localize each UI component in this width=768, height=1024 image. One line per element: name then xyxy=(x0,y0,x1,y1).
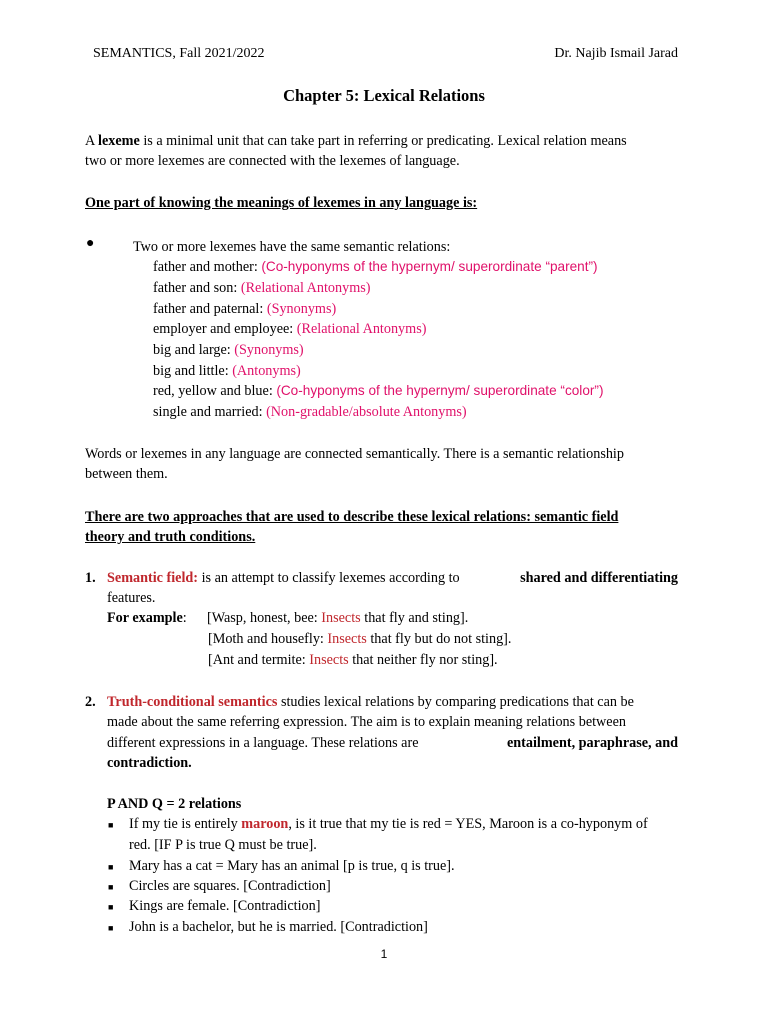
semantic-field-text: is an attempt to classify lexemes according to xyxy=(198,570,464,586)
pair-relation: (Relational Antonyms) xyxy=(240,280,371,296)
pq-line-2: red. [IF P is true Q must be true]. xyxy=(129,836,317,853)
pq-item xyxy=(129,814,679,855)
pair-text: father and paternal: xyxy=(153,301,267,317)
truth-conditional-line-1 xyxy=(107,692,678,713)
relation-pair xyxy=(153,381,603,402)
section-heading-knowing: One part of knowing the meanings of lexemes in any language is: xyxy=(85,195,478,211)
pq-post: , is it true that my tie is red = YES, Maroon is a co-hyponym of xyxy=(288,816,648,832)
example-insects: Insects xyxy=(309,652,349,668)
header-course: SEMANTICS, Fall 2021/2022 xyxy=(93,46,265,61)
bullet-dot: ● xyxy=(86,236,95,251)
pair-relation: (Non-gradable/absolute Antonyms) xyxy=(266,404,467,420)
semantic-field-line-1 xyxy=(107,568,678,589)
pair-text: big and large: xyxy=(153,342,235,358)
example-insects: Insects xyxy=(321,610,361,626)
truth-conditional-line-2: made about the same referring expression. The aim is to explain meaning relations between xyxy=(107,714,626,730)
pq-item: Kings are female. [Contradiction] xyxy=(129,898,321,914)
square-bullet: ■ xyxy=(108,882,114,892)
pq-heading: P AND Q = 2 relations xyxy=(107,796,242,812)
truth-conditional-bold-3: entailment, paraphrase, and xyxy=(506,735,678,751)
square-bullet: ■ xyxy=(108,923,114,933)
pq-maroon: maroon xyxy=(241,816,289,832)
para-connected-line-2: between them. xyxy=(85,466,168,482)
pair-text: father and mother: xyxy=(153,259,262,275)
intro-line-2: two or more lexemes are connected with the lexemes of language. xyxy=(85,153,460,169)
truth-conditional-text: studies lexical relations by comparing predications that can be xyxy=(277,694,634,710)
example-item xyxy=(208,629,511,650)
intro-text: is a minimal unit that can take part in referring or predicating. Lexical relation means xyxy=(139,133,627,149)
relation-pair xyxy=(153,361,301,382)
pq-item: Circles are squares. [Contradiction] xyxy=(129,878,331,894)
semantic-field-line-2: features. xyxy=(107,590,156,606)
pair-text: single and married: xyxy=(153,404,267,420)
semantic-field-bold: shared and differentiating xyxy=(520,570,678,586)
pair-relation: (Relational Antonyms) xyxy=(296,321,427,337)
pair-relation: (Co-hyponyms of the hypernym/ superordinate “parent”) xyxy=(261,259,598,274)
pair-text: big and little: xyxy=(153,363,233,379)
example-post: that fly and sting]. xyxy=(360,610,469,626)
example-insects: Insects xyxy=(327,631,367,647)
section-heading-approaches-2: theory and truth conditions. xyxy=(85,529,256,545)
pair-text: employer and employee: xyxy=(153,321,297,337)
item-number: 1. xyxy=(85,570,96,586)
example-label: For example xyxy=(107,610,183,626)
pair-text: father and son: xyxy=(153,280,241,296)
example-colon: : xyxy=(182,610,187,626)
pq-item: Mary has a cat = Mary has an animal [p is true, q is true]. xyxy=(129,858,455,874)
relation-pair xyxy=(153,257,598,278)
example-post: that fly but do not sting]. xyxy=(366,631,512,647)
truth-conditional-line-4: contradiction. xyxy=(107,755,192,771)
section-heading-approaches-1: There are two approaches that are used to describe these lexical relations: semantic field xyxy=(85,509,619,525)
bullet-lead: Two or more lexemes have the same semantic relations: xyxy=(133,239,451,255)
para-connected-line-1: Words or lexemes in any language are connected semantically. There is a semantic relationship xyxy=(85,446,624,462)
pq-item: John is a bachelor, but he is married. [Contradiction] xyxy=(129,919,428,935)
truth-conditional-line-3 xyxy=(107,733,678,754)
relation-pair xyxy=(153,319,426,340)
square-bullet: ■ xyxy=(108,902,114,912)
pq-pre: If my tie is entirely xyxy=(129,816,242,832)
example-post: that neither fly nor sting]. xyxy=(348,652,498,668)
square-bullet: ■ xyxy=(108,820,114,830)
intro-term: lexeme xyxy=(98,133,140,149)
truth-conditional-term: Truth-conditional semantics xyxy=(107,694,278,710)
item-number: 2. xyxy=(85,694,96,710)
example-line-1 xyxy=(107,608,187,629)
semantic-field-term: Semantic field: xyxy=(107,570,199,586)
example-pre: [Wasp, honest, bee: xyxy=(207,610,322,626)
relation-pair xyxy=(153,278,371,299)
intro-article: A xyxy=(85,133,99,149)
pair-relation: (Co-hyponyms of the hypernym/ superordinate “color”) xyxy=(276,383,604,398)
example-item xyxy=(207,608,468,629)
chapter-title: Chapter 5: Lexical Relations xyxy=(283,86,485,105)
relation-pair xyxy=(153,402,467,423)
relation-pair xyxy=(153,299,336,320)
pair-relation: (Synonyms) xyxy=(234,342,304,358)
relation-pair xyxy=(153,340,304,361)
example-pre: [Ant and termite: xyxy=(208,652,310,668)
header-author: Dr. Najib Ismail Jarad xyxy=(554,46,678,61)
pair-relation: (Antonyms) xyxy=(232,363,301,379)
pair-relation: (Synonyms) xyxy=(266,301,337,317)
example-item xyxy=(208,650,498,671)
square-bullet: ■ xyxy=(108,862,114,872)
truth-conditional-text-3: different expressions in a language. These relations are xyxy=(107,735,423,751)
page-number: 1 xyxy=(380,947,388,961)
pair-text: red, yellow and blue: xyxy=(153,383,277,399)
example-pre: [Moth and housefly: xyxy=(208,631,328,647)
intro-line-1 xyxy=(85,131,627,152)
